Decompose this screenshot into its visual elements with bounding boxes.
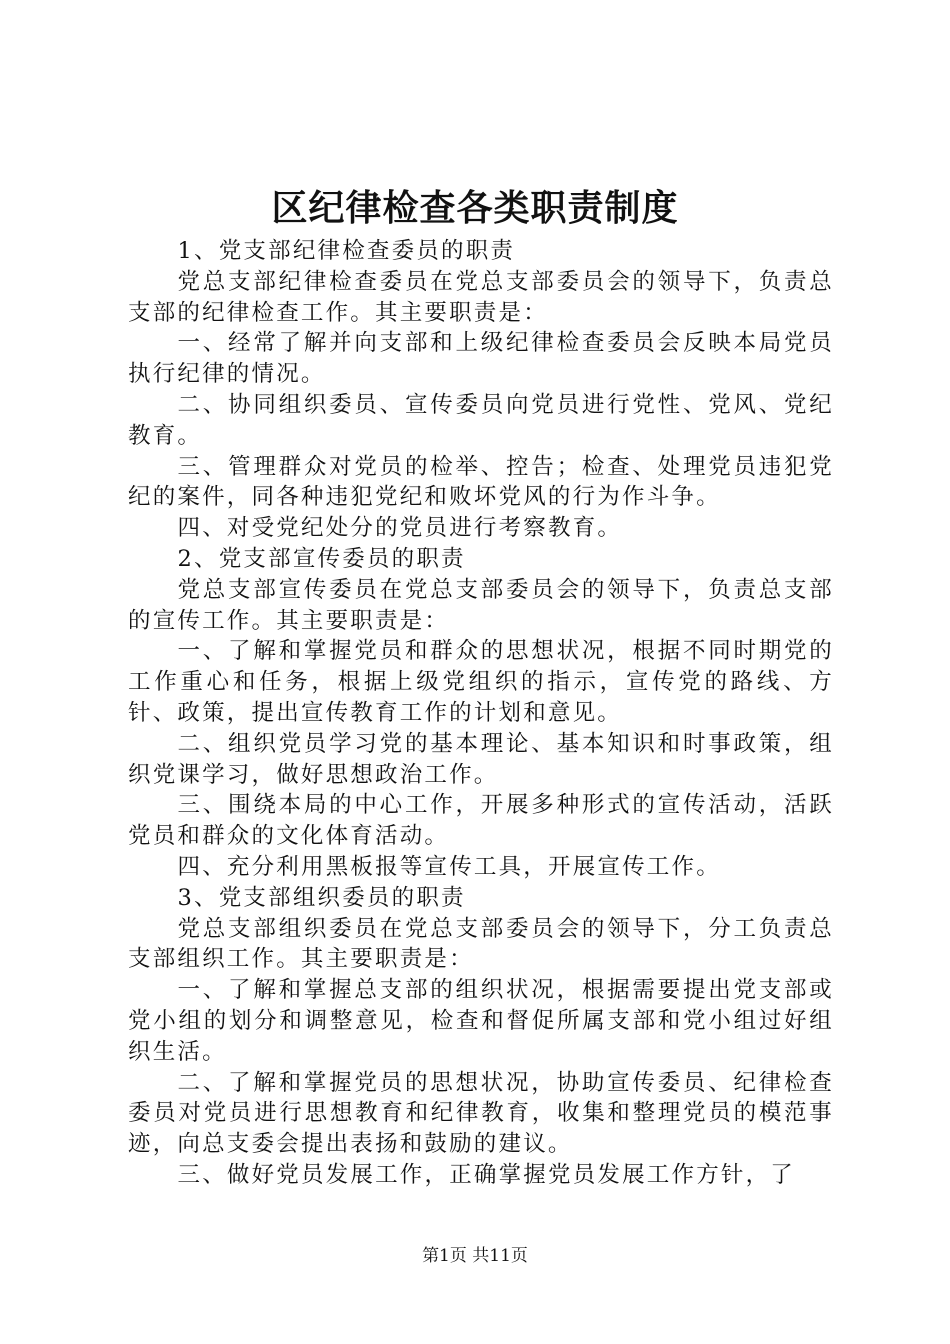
body-paragraph: 四、对受党纪处分的党员进行考察教育。 — [177, 515, 623, 542]
body-paragraph: 四、充分利用黑板报等宣传工具，开展宣传工作。 — [177, 853, 721, 880]
body-paragraph: 二、了解和掌握党员的思想状况，协助宣传委员、纪律检查委员对党员进行思想教育和纪律教育，收集和整理党员的模范事迹，向总支委会提出表扬和鼓励的建议。 — [128, 1069, 834, 1158]
body-paragraph: 党总支部组织委员在党总支部委员会的领导下，分工负责总支部组织工作。其主要职责是： — [128, 915, 834, 973]
body-paragraph: 二、组织党员学习党的基本理论、基本知识和时事政策，组织党课学习，做好思想政治工作。 — [128, 730, 834, 788]
body-paragraph: 一、了解和掌握党员和群众的思想状况，根据不同时期党的工作重心和任务，根据上级党组织的指示，宣传党的路线、方针、政策，提出宣传教育工作的计划和意见。 — [128, 638, 834, 726]
body-paragraph: 党总支部宣传委员在党总支部委员会的领导下，负责总支部的宣传工作。其主要职责是： — [128, 576, 834, 634]
body-paragraph: 二、协同组织委员、宣传委员向党员进行党性、党风、党纪教育。 — [128, 391, 834, 449]
body-paragraph: 三、做好党员发展工作，正确掌握党员发展工作方针，了 — [177, 1161, 796, 1188]
document-title: 区纪律检查各类职责制度 — [271, 187, 679, 229]
body-paragraph: 一、了解和掌握总支部的组织状况，根据需要提出党支部或党小组的划分和调整意见，检查和督促所属支部和党小组过好组织生活。 — [128, 977, 834, 1065]
page-number-footer: 第1页 共11页 — [422, 1246, 528, 1266]
body-paragraph: 党总支部纪律检查委员在党总支部委员会的领导下，负责总支部的纪律检查工作。其主要职责是： — [128, 268, 834, 326]
section-heading: 3、党支部组织委员的职责 — [177, 884, 466, 911]
section-heading: 1、党支部纪律检查委员的职责 — [177, 238, 516, 264]
body-paragraph: 三、围绕本局的中心工作，开展多种形式的宣传活动，活跃党员和群众的文化体育活动。 — [128, 792, 834, 850]
section-heading: 2、党支部宣传委员的职责 — [177, 545, 466, 572]
document-body — [128, 236, 834, 1191]
body-paragraph: 一、经常了解并向支部和上级纪律检查委员会反映本局党员执行纪律的情况。 — [128, 330, 834, 388]
body-paragraph: 三、管理群众对党员的检举、控告；检查、处理党员违犯党纪的案件，同各种违犯党纪和败坏党风的行为作斗争。 — [128, 453, 834, 511]
